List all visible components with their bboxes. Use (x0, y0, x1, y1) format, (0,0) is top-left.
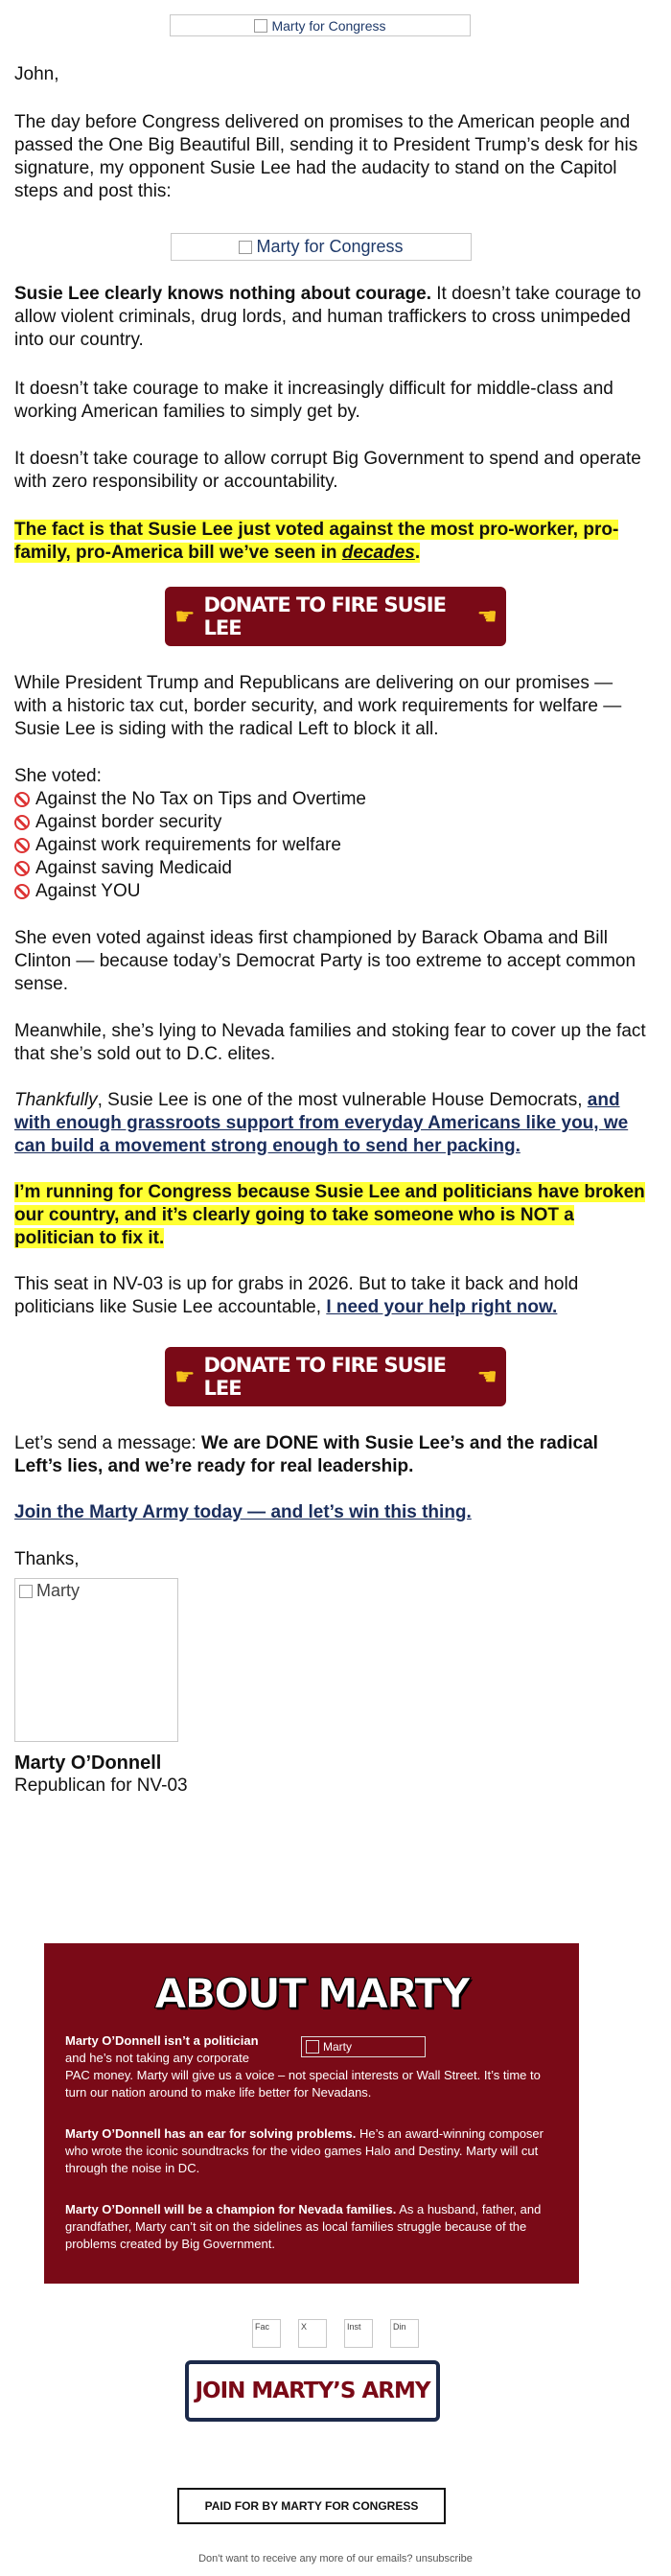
list-item: Against YOU (14, 880, 366, 903)
pointing-left-hand-icon: ☚ (476, 603, 497, 630)
instagram-icon[interactable]: Inst (344, 2319, 373, 2348)
running-paragraph (14, 1181, 647, 1250)
seat-paragraph (14, 1273, 647, 1319)
vote-list (14, 788, 366, 903)
fact-text: The fact is that Susie Lee just voted against the most pro-worker, pro-family, pro-America bill we’ve seen in (14, 520, 619, 563)
unsubscribe-link[interactable]: unsubscribe (415, 2553, 473, 2564)
intro-paragraph: The day before Congress delivered on promises to the American people and passed the One Big Beautiful Bill, sending it to President Trump’s desk for his signature, my opponent Susie Lee had the audacity to stand on the Capitol steps and post this: (14, 112, 638, 201)
unsubscribe-text: Don't want to receive any more of our emails? (198, 2553, 416, 2564)
broken-image-icon (239, 241, 252, 254)
signature-image-alt: Marty (36, 1581, 80, 1600)
list-item: Against border security (14, 811, 366, 834)
thanks: Thanks, (14, 1549, 80, 1569)
donate-button-label: DONATE TO FIRE SUSIE LEE (203, 593, 446, 639)
middle-class-paragraph: It doesn’t take courage to make it increasingly difficult for middle-class and working American families to simply get by. (14, 379, 613, 422)
join-army-button[interactable] (185, 2360, 440, 2422)
facebook-icon[interactable]: Fac (252, 2319, 281, 2348)
join-army-label: JOIN MARTY’S ARMY (195, 2379, 430, 2403)
about-image-alt: Marty (323, 2040, 352, 2054)
join-paragraph (14, 1501, 647, 1524)
list-item: Against work requirements for welfare (14, 834, 366, 857)
grassroots-link[interactable]: and with enough grassroots support from everyday Americans like you, we can build a movement strong enough to send her packing. (14, 1090, 629, 1156)
header-image-alt: Marty for Congress (271, 17, 386, 34)
paid-for-text: PAID FOR BY MARTY FOR CONGRESS (204, 2499, 419, 2513)
join-marty-army-link[interactable]: Join the Marty Army today — and let’s win this thing. (14, 1502, 472, 1522)
help-now-link[interactable]: I need your help right now. (326, 1297, 558, 1317)
obama-paragraph: She even voted against ideas first championed by Barack Obama and Bill Clinton — because today’s Democrat Party is too extreme to accept common sense. (14, 928, 636, 994)
courage-bold: Susie Lee clearly knows nothing about courage. (14, 284, 431, 304)
signer-name: Marty O’Donnell (14, 1752, 162, 1774)
prohibited-icon (14, 861, 30, 876)
broken-image-icon (19, 1585, 33, 1598)
prohibited-icon (14, 815, 30, 830)
thankfully-paragraph (14, 1089, 647, 1158)
about-p1-line2: and he’s not taking any corporate (65, 2051, 250, 2065)
donate-button-label: DONATE TO FIRE SUSIE LEE (203, 1354, 446, 1400)
about-title: ABOUT MARTY (154, 1970, 469, 2018)
broken-image-icon (254, 19, 267, 33)
list-item: Against saving Medicaid (14, 857, 366, 880)
lying-paragraph: Meanwhile, she’s lying to Nevada families and stoking fear to cover up the fact that she’s sold out to D.C. elites. (14, 1021, 646, 1064)
about-p3-rest: As a husband, father, and grandfather, Marty can’t sit on the sidelines as local families struggle because of the problems created by Big Government. (65, 2202, 542, 2251)
big-government-paragraph: It doesn’t take courage to allow corrupt Big Government to spend and operate with zero responsibility or accountability. (14, 449, 641, 492)
delivering-paragraph: While President Trump and Republicans are delivering on our promises — with a historic tax cut, border security, and work requirements for welfare — Susie Lee is siding with the radical Left to block it all. (14, 673, 622, 739)
courage-rest: It doesn’t take courage to allow violent criminals, drug lords, and human traffickers to cross unimpeded into our country. (14, 284, 641, 350)
about-p1-rest: PAC money. Marty will give us a voice – not special interests or Wall Street. It’s time to turn our nation around to make life better for Nevadans. (65, 2068, 541, 2100)
post-image (171, 233, 472, 261)
thankfully-text: , Susie Lee is one of the most vulnerable House Democrats, (97, 1090, 588, 1110)
prohibited-icon (14, 838, 30, 853)
signature-image (14, 1578, 178, 1742)
about-paragraph-1 (65, 2032, 558, 2101)
donate-button[interactable] (165, 1347, 506, 1406)
prohibited-icon (14, 884, 30, 899)
fact-end: . (414, 543, 421, 563)
message-text: Let’s send a message: (14, 1433, 202, 1453)
discord-icon[interactable]: Din (390, 2319, 419, 2348)
greeting: John, (14, 64, 59, 84)
paid-for-box (177, 2488, 446, 2524)
she-voted-label: She voted: (14, 766, 102, 786)
prohibited-icon (14, 792, 30, 807)
list-item: Against the No Tax on Tips and Overtime (14, 788, 366, 811)
thankfully-emphasis: Thankfully (14, 1090, 98, 1110)
about-p2-bold: Marty O’Donnell has an ear for solving problems. (65, 2126, 357, 2141)
fact-emphasis: decades (341, 543, 415, 563)
pointing-right-hand-icon: ☛ (174, 603, 195, 630)
pointing-left-hand-icon: ☚ (476, 1363, 497, 1390)
post-image-alt: Marty for Congress (256, 237, 404, 256)
fact-paragraph (14, 519, 647, 565)
message-paragraph (14, 1432, 647, 1478)
x-icon[interactable]: X (298, 2319, 327, 2348)
unsubscribe-line (0, 2553, 671, 2564)
about-p2-rest: He’s an award-winning composer who wrote the iconic soundtracks for the video games Halo and Destiny. Marty will cut through the noise in DC. (65, 2126, 544, 2175)
about-paragraph-2 (65, 2125, 558, 2177)
running-highlight: I’m running for Congress because Susie Lee and politicians have broken our country, and it’s clearly going to take someone who is NOT a politician to fix it. (14, 1182, 645, 1248)
seat-text: This seat in NV-03 is up for grabs in 2026. But to take it back and hold politicians like Susie Lee accountable, (14, 1274, 579, 1317)
about-p1-bold: Marty O’Donnell isn’t a politician (65, 2033, 259, 2048)
signer-title: Republican for NV-03 (14, 1775, 188, 1796)
message-bold: We are DONE with Susie Lee’s and the radical Left’s lies, and we’re ready for real leadership. (14, 1433, 598, 1476)
header-image (170, 14, 471, 36)
about-p3-bold: Marty O’Donnell will be a champion for Nevada families. (65, 2202, 397, 2216)
social-icons (0, 2319, 671, 2348)
courage-paragraph (14, 283, 647, 352)
about-paragraph-3 (65, 2201, 558, 2253)
pointing-right-hand-icon: ☛ (174, 1363, 195, 1390)
donate-button[interactable] (165, 587, 506, 646)
about-marty-section (44, 1943, 579, 2284)
